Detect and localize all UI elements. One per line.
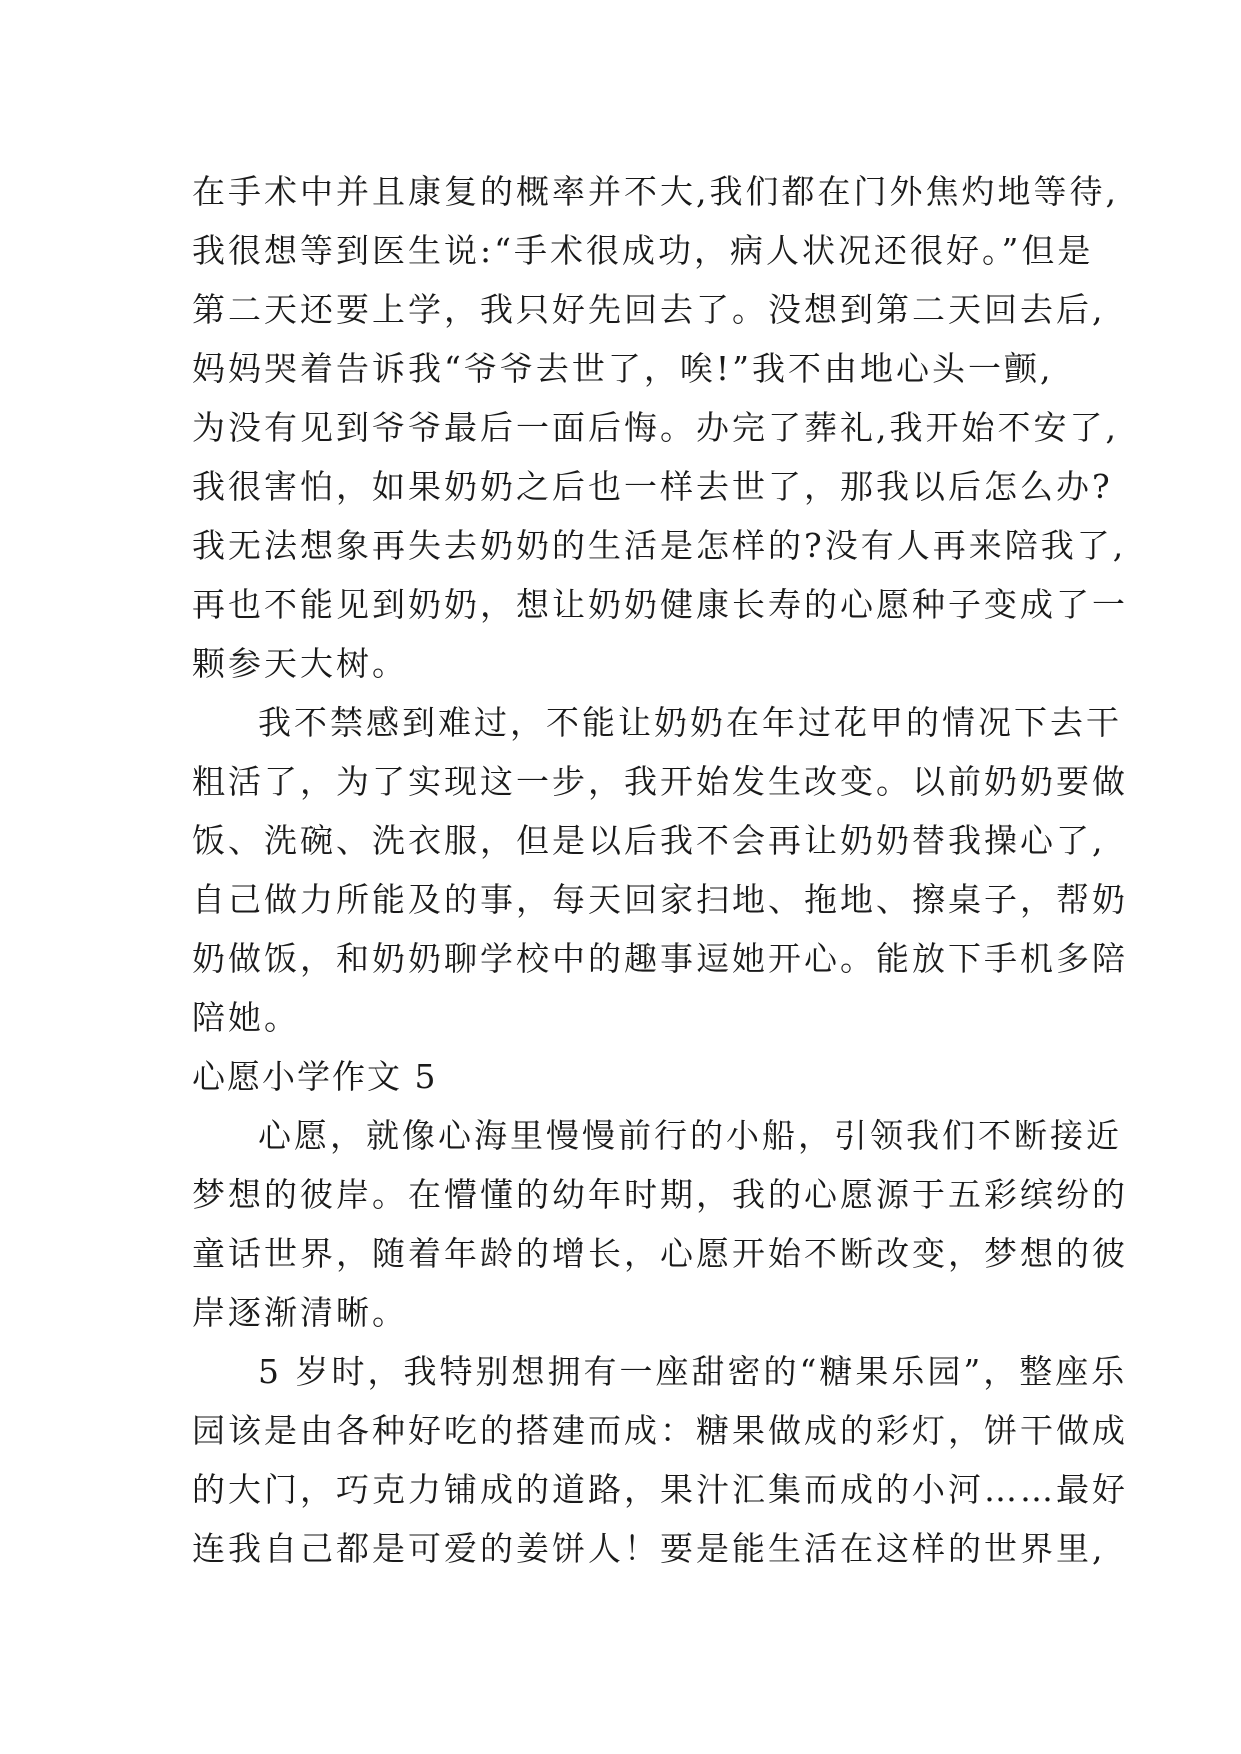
text-line: 的大门，巧克力铺成的道路，果汁汇集而成的小河……最好 [192,1470,1128,1509]
text-line: 自己做力所能及的事，每天回家扫地、拖地、擦桌子，帮奶 [192,880,1128,919]
text-line: 在手术中并且康复的概率并不大,我们都在门外焦灼地等待, [192,172,1119,211]
text-line: 粗活了，为了实现这一步，我开始发生改变。以前奶奶要做 [192,762,1128,801]
text-line: 我无法想象再失去奶奶的生活是怎样的?没有人再来陪我了, [192,526,1127,565]
text-line: 岸逐渐清晰。 [192,1293,408,1332]
text-line: 颗参天大树。 [192,644,408,683]
text-line: 我很害怕，如果奶奶之后也一样去世了，那我以后怎么办? [192,467,1113,506]
text-line: 为没有见到爷爷最后一面后悔。办完了葬礼,我开始不安了, [192,408,1119,447]
text-line: 连我自己都是可爱的姜饼人！要是能生活在这样的世界里, [192,1529,1106,1568]
text-line: 奶做饭，和奶奶聊学校中的趣事逗她开心。能放下手机多陪 [192,939,1128,978]
text-line: 心愿，就像心海里慢慢前行的小船，引领我们不断接近 [258,1116,1122,1155]
text-line: 饭、洗碗、洗衣服，但是以后我不会再让奶奶替我操心了, [192,821,1106,860]
document-body [192,162,1128,1578]
text-line: 我很想等到医生说:“手术很成功，病人状况还很好。”但是 [192,231,1094,270]
section-heading: 心愿小学作文 5 [192,1057,438,1096]
text-line: 园该是由各种好吃的搭建而成：糖果做成的彩灯，饼干做成 [192,1411,1128,1450]
text-line: 再也不能见到奶奶，想让奶奶健康长寿的心愿种子变成了一 [192,585,1128,624]
text-line: 5 岁时，我特别想拥有一座甜密的“糖果乐园”，整座乐 [258,1352,1128,1391]
text-line: 第二天还要上学，我只好先回去了。没想到第二天回去后, [192,290,1106,329]
text-line: 梦想的彼岸。在懵懂的幼年时期，我的心愿源于五彩缤纷的 [192,1175,1128,1214]
text-line: 陪她。 [192,998,300,1037]
text-line: 妈妈哭着告诉我“爷爷去世了，唉!”我不由地心头一颤, [192,349,1054,388]
text-line: 童话世界，随着年龄的增长，心愿开始不断改变，梦想的彼 [192,1234,1128,1273]
text-line: 我不禁感到难过，不能让奶奶在年过花甲的情况下去干 [258,703,1122,742]
